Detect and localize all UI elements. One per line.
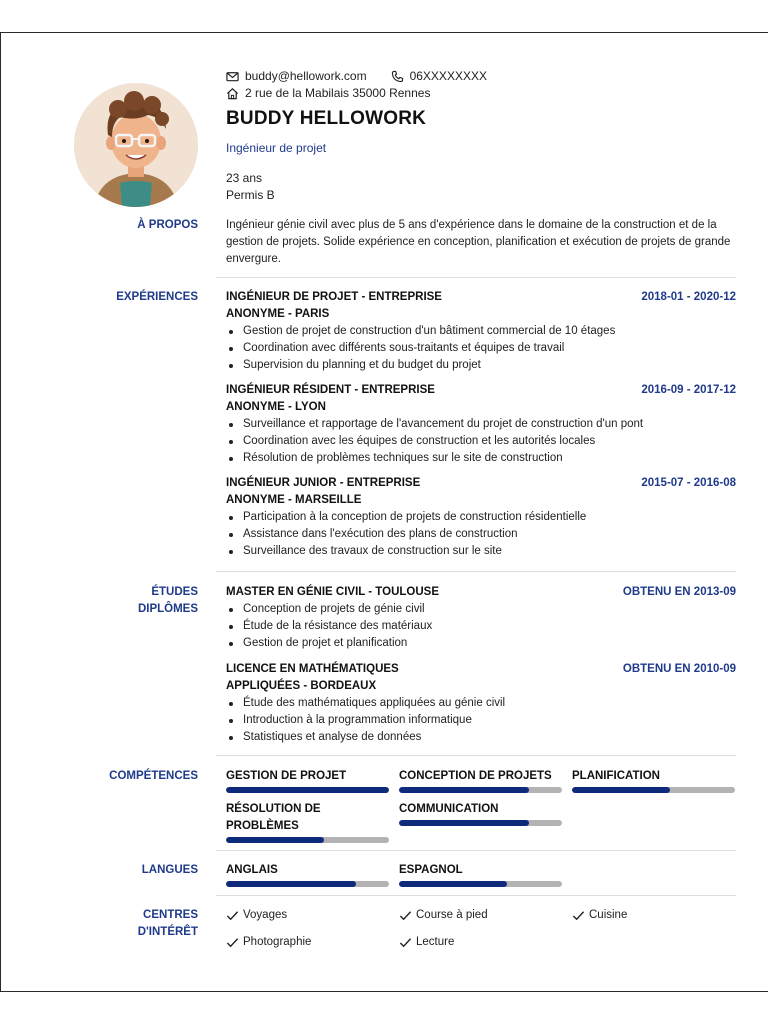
list-item: Surveillance des travaux de construction sur le site bbox=[226, 543, 736, 560]
candidate-name: BUDDY HELLOWORK bbox=[226, 108, 427, 129]
list-item: Conception de projets de génie civil bbox=[226, 601, 736, 618]
header bbox=[1, 33, 768, 233]
divider bbox=[216, 850, 736, 851]
section-label-education bbox=[41, 584, 198, 618]
address-text: 2 rue de la Mabilais 35000 Rennes bbox=[245, 86, 431, 100]
interest-label: Course à pied bbox=[416, 909, 488, 921]
list-item: Assistance dans l'exécution des plans de construction bbox=[226, 526, 736, 543]
home-icon bbox=[226, 87, 239, 100]
list-item: Supervision du planning et du budget du projet bbox=[226, 357, 736, 374]
check-icon bbox=[399, 936, 412, 949]
entry-title: INGÉNIEUR RÉSIDENT - ENTREPRISE bbox=[226, 384, 435, 396]
skill-item bbox=[572, 768, 735, 793]
driving-license: Permis B bbox=[226, 188, 275, 202]
entry-title: INGÉNIEUR JUNIOR - ENTREPRISE bbox=[226, 477, 421, 489]
divider bbox=[216, 755, 736, 756]
skill-name: COMMUNICATION bbox=[399, 803, 499, 815]
about-text: Ingénieur génie civil avec plus de 5 ans d'expérience dans le domaine de la construction et de la gestion de projets. Solide expérience en conception, planification et exécution de projets de grande envergure. bbox=[226, 219, 731, 265]
language-name: ANGLAIS bbox=[226, 864, 278, 876]
address-row bbox=[226, 86, 430, 100]
section-label-line: ÉTUDES bbox=[151, 586, 198, 598]
interest-item bbox=[399, 907, 488, 924]
list-item: Coordination avec les équipes de construction et les autorités locales bbox=[226, 433, 736, 450]
age: 23 ans bbox=[226, 171, 263, 185]
list-item: Étude de la résistance des matériaux bbox=[226, 618, 736, 635]
section-label-interests bbox=[41, 907, 198, 941]
experience-entry bbox=[226, 289, 736, 374]
list-item: Statistiques et analyse de données bbox=[226, 729, 736, 746]
entry-subtitle: APPLIQUÉES - BORDEAUX bbox=[226, 680, 377, 692]
experience-entry bbox=[226, 475, 736, 560]
skill-bar-fill bbox=[572, 787, 670, 793]
experience-entry bbox=[226, 382, 736, 467]
section-label-experiences: EXPÉRIENCES bbox=[116, 291, 198, 303]
language-item bbox=[226, 862, 389, 887]
check-icon bbox=[572, 909, 585, 922]
interest-item bbox=[399, 934, 454, 951]
section-label-skills: COMPÉTENCES bbox=[109, 770, 198, 782]
skill-name: PROBLÈMES bbox=[226, 820, 299, 832]
skill-item bbox=[399, 768, 562, 793]
language-bar-fill bbox=[226, 881, 356, 887]
skill-bar-fill bbox=[399, 820, 529, 826]
language-bar-fill bbox=[399, 881, 507, 887]
interests-section bbox=[1, 907, 768, 957]
avatar-illustration bbox=[74, 83, 198, 207]
section-label-line: D'INTÉRÊT bbox=[137, 926, 198, 938]
experience-list bbox=[226, 289, 736, 560]
divider bbox=[216, 895, 736, 896]
interest-item bbox=[226, 907, 287, 924]
interest-label: Voyages bbox=[243, 909, 288, 921]
skill-name: GESTION DE PROJET bbox=[226, 770, 347, 782]
skill-name: CONCEPTION DE PROJETS bbox=[399, 770, 552, 782]
interest-label: Photographie bbox=[243, 936, 312, 948]
skill-bar bbox=[572, 787, 735, 793]
interest-label: Lecture bbox=[416, 936, 455, 948]
list-item: Résolution de problèmes techniques sur le site de construction bbox=[226, 450, 736, 467]
interest-item bbox=[226, 934, 311, 951]
skill-bar-fill bbox=[226, 787, 389, 793]
contact-row bbox=[226, 69, 487, 83]
list-item: Gestion de projet de construction d'un bâtiment commercial de 10 étages bbox=[226, 323, 736, 340]
skill-bar bbox=[399, 820, 562, 826]
section-label-about: À PROPOS bbox=[137, 219, 198, 231]
job-title: Ingénieur de projet bbox=[226, 141, 327, 155]
bullet-list bbox=[226, 416, 736, 467]
entry-date: 2015-07 - 2016-08 bbox=[641, 477, 736, 489]
resume-page bbox=[0, 32, 768, 992]
skill-bar-fill bbox=[226, 837, 324, 843]
entry-title: MASTER EN GÉNIE CIVIL - TOULOUSE bbox=[226, 586, 439, 598]
section-label-line: DIPLÔMES bbox=[137, 603, 198, 615]
entry-date: 2018-01 - 2020-12 bbox=[641, 291, 736, 303]
skill-name: RÉSOLUTION DE bbox=[226, 803, 321, 815]
list-item: Étude des mathématiques appliquées au génie civil bbox=[226, 695, 736, 712]
languages-section bbox=[1, 862, 768, 902]
list-item: Participation à la conception de projets de construction résidentielle bbox=[226, 509, 736, 526]
language-bar bbox=[399, 881, 562, 887]
section-label-languages: LANGUES bbox=[141, 864, 198, 876]
entry-title: LICENCE EN MATHÉMATIQUES bbox=[226, 663, 399, 675]
entry-date: OBTENU EN 2010-09 bbox=[622, 663, 736, 675]
interest-item bbox=[572, 907, 627, 924]
bullet-list bbox=[226, 601, 736, 652]
interest-label: Cuisine bbox=[589, 909, 628, 921]
entry-subtitle: ANONYME - LYON bbox=[226, 401, 326, 413]
check-icon bbox=[226, 936, 239, 949]
envelope-icon bbox=[226, 70, 239, 83]
skill-bar bbox=[226, 837, 389, 843]
section-label-line: CENTRES bbox=[143, 909, 198, 921]
skill-bar-fill bbox=[399, 787, 529, 793]
entry-subtitle: ANONYME - PARIS bbox=[226, 308, 330, 320]
language-item bbox=[399, 862, 562, 887]
phone-icon bbox=[391, 70, 404, 83]
bullet-list bbox=[226, 509, 736, 560]
check-icon bbox=[399, 909, 412, 922]
entry-date: 2016-09 - 2017-12 bbox=[641, 384, 736, 396]
entry-date: OBTENU EN 2013-09 bbox=[622, 586, 736, 598]
divider bbox=[216, 571, 736, 572]
skill-name: PLANIFICATION bbox=[572, 770, 660, 782]
skill-bar bbox=[399, 787, 562, 793]
language-bar bbox=[226, 881, 389, 887]
list-item: Introduction à la programmation informatique bbox=[226, 712, 736, 729]
list-item: Surveillance et rapportage de l'avancement du projet de construction d'un pont bbox=[226, 416, 736, 433]
list-item: Gestion de projet et planification bbox=[226, 635, 736, 652]
divider bbox=[216, 277, 736, 278]
skill-item bbox=[399, 801, 562, 826]
email-text[interactable]: buddy@hellowork.com bbox=[245, 69, 367, 83]
skill-bar bbox=[226, 787, 389, 793]
entry-subtitle: ANONYME - MARSEILLE bbox=[226, 494, 362, 506]
language-name: ESPAGNOL bbox=[399, 864, 463, 876]
education-entry bbox=[226, 584, 736, 652]
entry-title: INGÉNIEUR DE PROJET - ENTREPRISE bbox=[226, 291, 442, 303]
check-icon bbox=[226, 909, 239, 922]
skill-item bbox=[226, 801, 389, 843]
skill-item bbox=[226, 768, 389, 793]
bullet-list bbox=[226, 695, 736, 746]
bullet-list bbox=[226, 323, 736, 374]
phone-text[interactable]: 06XXXXXXXX bbox=[409, 69, 487, 83]
list-item: Coordination avec différents sous-traitants et équipes de travail bbox=[226, 340, 736, 357]
education-list bbox=[226, 584, 736, 746]
education-entry bbox=[226, 661, 736, 746]
avatar bbox=[74, 83, 198, 207]
